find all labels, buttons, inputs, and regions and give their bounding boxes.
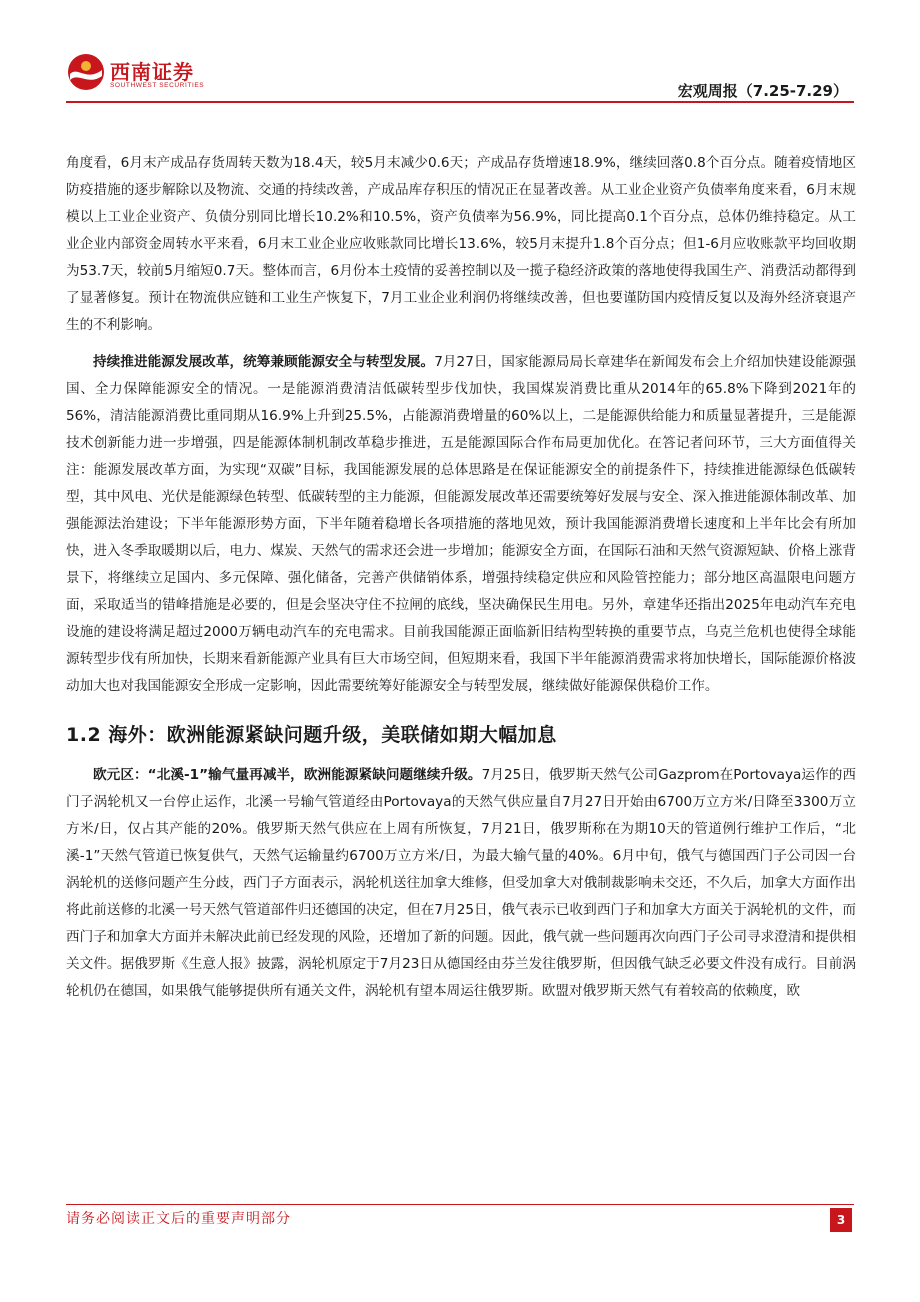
page-header — [66, 52, 854, 102]
paragraph-energy-reform — [66, 349, 856, 700]
document-body — [66, 150, 856, 1015]
company-logo — [66, 52, 256, 96]
report-title: 宏观周报（7.25-7.29） — [677, 82, 848, 100]
logo-chinese-name: 西南证券 — [110, 60, 194, 84]
paragraph-lead-energy: 持续推进能源发展改革，统筹兼顾能源安全与转型发展。 — [93, 354, 435, 370]
paragraph-eurozone — [66, 762, 856, 1005]
paragraph-body-eurozone: 7月25日，俄罗斯天然气公司Gazprom在Portovaya运作的西门子涡轮机又一台停止运作，北溪一号输气管道经由Portovaya的天然气供应量自7月27日开始由6700万立方米/日降至3300万立方米/日，仅占其产能的20%。俄罗斯天然气供应在上周有所恢复，7月21日，俄罗斯称在为期10天的管道例行维护工作后，“北溪-1”天然气管道已恢复供气，天然气运输量约6700万立方米/日，为最大输气量的40%。6月中旬，俄气与德国西门子公司因一台涡轮机的送修问题产生分歧，西门子方面表示，涡轮机送往加拿大维修，但受加拿大对俄制裁影响未交还，不久后，加拿大方面作出将此前送修的北溪一号天然气管道部件归还德国的决定，但在7月25日，俄气表示已收到西门子和加拿大方面关于涡轮机的文件，而西门子和加拿大方面并未解决此前已经发现的风险，还增加了新的问题。因此，俄气就一些问题再次向西门子公司寻求澄清和提供相关文件。据俄罗斯《生意人报》披露，涡轮机原定于7月23日从德国经由芬兰发往俄罗斯，但因俄气缺乏必要文件没有成行。目前涡轮机仍在德国，如果俄气能够提供所有通关文件，涡轮机有望本周运往俄罗斯。欧盟对俄罗斯天然气有着较高的依赖度，欧 — [66, 767, 857, 999]
header-divider — [66, 101, 854, 103]
logo-english-name: SOUTHWEST SECURITIES — [110, 82, 205, 89]
paragraph-industrial-profits: 角度看，6月末产成品存货周转天数为18.4天，较5月末减少0.6天；产成品存货增速18.9%，继续回落0.8个百分点。随着疫情地区防疫措施的逐步解除以及物流、交通的持续改善，产成品库存积压的情况正在显著改善。从工业企业资产负债率角度来看，6月末规模以上工业企业资产、负债分别同比增长10.2%和10.5%，资产负债率为56.9%，同比提高0.1个百分点，总体仍维持稳定。从工业企业内部资金周转水平来看，6月末工业企业应收账款同比增长13.6%，较5月末提升1.8个百分点；但1-6月应收账款平均回收期为53.7天，较前5月缩短0.7天。整体而言，6月份本土疫情的妥善控制以及一揽子稳经济政策的落地使得我国生产、消费活动都得到了显著修复。预计在物流供应链和工业生产恢复下，7月工业企业利润仍将继续改善，但也要谨防国内疫情反复以及海外经济衰退产生的不利影响。 — [66, 155, 856, 333]
paragraph-lead-eurozone: 欧元区：“北溪-1”输气量再减半，欧洲能源紧缺问题继续升级。 — [93, 767, 482, 783]
footer-disclaimer: 请务必阅读正文后的重要声明部分 — [66, 1211, 291, 1227]
sun-wave-logo-icon — [66, 52, 106, 92]
page-number: 3 — [830, 1208, 852, 1232]
paragraph-body-energy: 7月27日，国家能源局局长章建华在新闻发布会上介绍加快建设能源强国、全力保障能源安全的情况。一是能源消费清洁低碳转型步伐加快，我国煤炭消费比重从2014年的65.8%下降到2021年的56%，清洁能源消费比重同期从16.9%上升到25.5%，占能源消费增量的60%以上，二是能源供给能力和质量显著提升，三是能源技术创新能力进一步增强，四是能源体制机制改革稳步推进，五是能源国际合作布局更加优化。在答记者问环节，三大方面值得关注：能源发展改革方面，为实现“双碳”目标，我国能源发展的总体思路是在保证能源安全的前提条件下，持续推进能源绿色低碳转型，其中风电、光伏是能源绿色转型、低碳转型的主力能源，但能源发展改革还需要统筹好发展与安全、深入推进能源体制改革、加强能源法治建设；下半年能源形势方面，下半年随着稳增长各项措施的落地见效，预计我国能源消费增长速度和上半年比会有所加快，进入冬季取暖期以后，电力、煤炭、天然气的需求还会进一步增加；能源安全方面，在国际石油和天然气资源短缺、价格上涨背景下，将继续立足国内、多元保障、强化储备，完善产供储销体系，增强持续稳定供应和风险管控能力；部分地区高温限电问题方面，采取适当的错峰措施是必要的，但是会坚决守住不拉闸的底线，坚决确保民生用电。另外，章建华还指出2025年电动汽车充电设施的建设将满足超过2000万辆电动汽车的充电需求。目前我国能源正面临新旧结构型转换的重要节点，乌克兰危机也使得全球能源转型步伐有所加快，长期来看新能源产业具有巨大市场空间，但短期来看，我国下半年能源消费需求将加快增长，国际能源价格波动加大也对我国能源安全形成一定影响，因此需要统筹好能源安全与转型发展，继续做好能源保供稳价工作。 — [66, 354, 856, 694]
section-heading-overseas: 1.2 海外：欧洲能源紧缺问题升级，美联储如期大幅加息 — [66, 724, 557, 746]
footer-divider — [66, 1204, 854, 1205]
